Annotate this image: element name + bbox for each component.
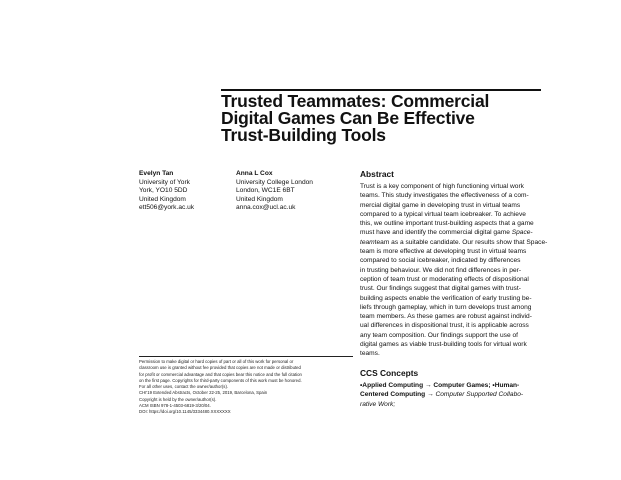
permission-rule xyxy=(139,356,353,357)
permission-line: on the first page. Copyrights for third-party components of this work must be honored. xyxy=(139,377,302,383)
author-address: London, WC1E 6BT xyxy=(236,187,295,195)
title-line: Trusted Teammates: Commercial xyxy=(221,91,490,111)
author-name: Evelyn Tan xyxy=(139,170,174,177)
ccs-subconcept: Computer Supported Collabo- xyxy=(435,391,524,399)
author-email: ett506@york.ac.uk xyxy=(139,204,195,212)
author-affiliation: University of York xyxy=(139,178,190,186)
permission-line: For all other uses, contact the owner/author(s). xyxy=(139,384,229,390)
abstract-line: team members. As these games are robust against individ- xyxy=(360,313,532,321)
author-name: Anna L Cox xyxy=(236,170,273,177)
author-block-1 xyxy=(139,170,224,213)
ccs-concept: Computer Games; •Human- xyxy=(433,382,520,389)
permission-block xyxy=(139,359,359,416)
abstract-line: this, we outline important trust-building aspects that a game xyxy=(360,220,534,228)
title-line: Digital Games Can Be Effective xyxy=(221,108,475,128)
abstract-line: compared to a typical virtual team icebreaker. To achieve xyxy=(360,210,526,218)
abstract-line xyxy=(360,238,560,247)
abstract-line: building aspects enable the verification of early trusting be- xyxy=(360,294,532,302)
author-affiliation: University College London xyxy=(236,178,313,186)
permission-line: ACM ISBN 978-1-4503-6819-3/20/04. xyxy=(139,403,211,409)
abstract-body xyxy=(360,182,560,359)
ccs-section xyxy=(360,368,560,409)
abstract-text: team as a suitable candidate. Our results show that Space- xyxy=(374,238,548,246)
author-email: anna.cox@ucl.ac.uk xyxy=(236,204,296,212)
abstract-section xyxy=(360,169,560,359)
author-address: York, YO10 5DD xyxy=(139,187,188,195)
abstract-heading: Abstract xyxy=(360,169,394,179)
abstract-line: teams. xyxy=(360,350,380,358)
title-line: Trust-Building Tools xyxy=(221,125,386,145)
abstract-line: Trust is a key component of high functioning virtual work xyxy=(360,183,524,190)
doi-link[interactable]: DOI: https://doi.org/10.1145/3334480.XXXXXXX xyxy=(139,409,231,415)
abstract-line: liefs through gameplay, which in turn develops trust among xyxy=(360,303,532,311)
arrow-icon: → xyxy=(424,382,432,389)
abstract-text: must have and identify the commercial digital game xyxy=(360,229,512,237)
permission-line: Copyright is held by the owner/author(s). xyxy=(139,396,217,402)
arrow-icon: → xyxy=(427,391,434,399)
abstract-line: ception of team trust or moderating effects of dispositional xyxy=(360,275,529,283)
author-block-2 xyxy=(236,170,356,213)
permission-line: classroom use is granted without fee provided that copies are not made or distributed xyxy=(139,365,301,371)
author-country: United Kingdom xyxy=(236,195,283,203)
ccs-heading: CCS Concepts xyxy=(360,368,419,378)
abstract-line: compared to social icebreaker, indicated by differences xyxy=(360,257,521,265)
ccs-concept: •Applied Computing xyxy=(360,382,424,389)
ccs-line xyxy=(360,390,560,399)
abstract-line: digital games as viable trust-building tools for virtual work xyxy=(360,341,527,349)
abstract-line: in trusting behaviour. We did not find differences in per- xyxy=(360,266,522,274)
abstract-italic-text: Space- xyxy=(511,229,533,237)
permission-line: Permission to make digital or hard copies of part or all of this work for personal or xyxy=(139,359,294,364)
abstract-line xyxy=(360,228,560,237)
abstract-line: trust. Our findings suggest that digital games with trust- xyxy=(360,285,521,293)
ccs-line xyxy=(360,381,560,390)
paper-title xyxy=(221,93,551,144)
ccs-body xyxy=(360,381,560,409)
permission-line: CHI'19 Extended Abstracts, October 22-25, 2019, Barcelona, Spain xyxy=(139,390,268,396)
permission-line: for profit or commercial advantage and that copies bear this notice and the full citation xyxy=(139,371,302,377)
abstract-italic-text: team xyxy=(360,238,375,246)
abstract-line: team is more effective at developing trust in virtual teams xyxy=(360,248,527,256)
ccs-concept: Centered Computing xyxy=(360,391,426,399)
abstract-line: mercial digital game in developing trust in virtual teams xyxy=(360,201,521,209)
ccs-line: rative Work; xyxy=(360,400,396,408)
abstract-line: teams. This study investigates the effectiveness of a com- xyxy=(360,192,529,200)
author-country: United Kingdom xyxy=(139,195,186,203)
abstract-line: any team composition. Our findings support the use of xyxy=(360,331,518,339)
abstract-line: ual differences in dispositional trust, it is applicable across xyxy=(360,322,529,330)
